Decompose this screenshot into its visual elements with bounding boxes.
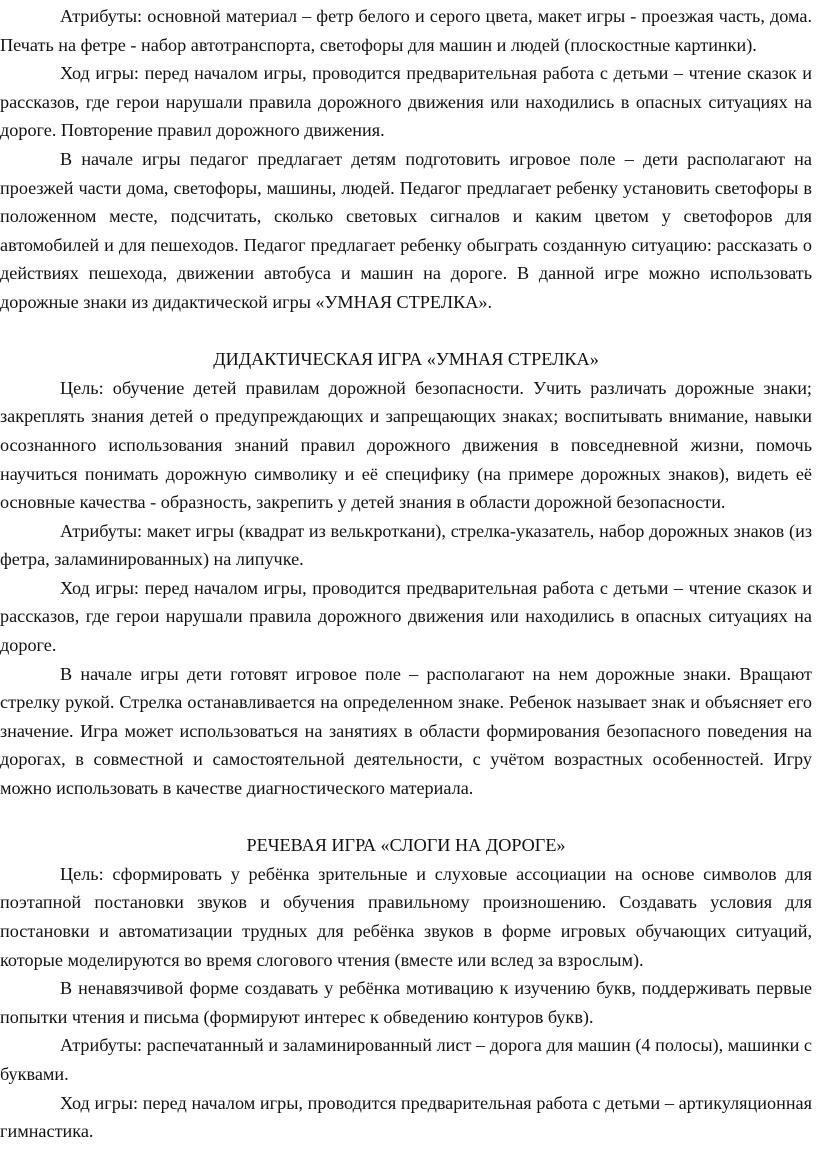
paragraph-gameplay-2: Ход игры: перед началом игры, проводится предварительная работа с детьми – чтение сказок и рассказов, где герои нарушали правила дорожного движения или находились в опасных ситуациях на дороге.: [0, 577, 812, 656]
heading-syllables-on-road: РЕЧЕВАЯ ИГРА «СЛОГИ НА ДОРОГЕ»: [246, 835, 566, 856]
paragraph-game-start-1: В начале игры педагог предлагает детям подготовить игровое поле – дети располагают на проезжей части дома, светофоры, машины, людей. Педагог предлагает ребенку установить светофоры в положенном месте, подсчитать, сколько световых сигналов и каким цветом у светофоров для автомобилей и для пешеходов. Педагог предлагает ребенку обыграть созданную ситуацию: рассказать о действиях пешехода, движении автобуса и машин на дороге. В данной игре можно использовать дорожные знаки из дидактической игры «УМНАЯ СТРЕЛКА».: [0, 148, 812, 312]
section-spacer: [0, 803, 812, 832]
paragraph-game-start-2: В начале игры дети готовят игровое поле – располагают на нем дорожные знаки. Вращают стрелку рукой. Стрелка останавливается на определенном знаке. Ребенок называет знак и объясняет его значение. Игра может использоваться на занятиях в области формирования безопасного поведения на дорогах, в совместной и самостоятельной деятельности, с учётом возрастных особенностей. Игру можно использовать в качестве диагностического материала.: [0, 663, 812, 799]
paragraph-gameplay-3: Ход игры: перед началом игры, проводится предварительная работа с детьми – артикуляционная гимнастика.: [0, 1092, 812, 1142]
paragraph-attributes-2: Атрибуты: макет игры (квадрат из велькроткани), стрелка-указатель, набор дорожных знаков (из фетра, заламинированных) на липучке.: [0, 520, 812, 570]
paragraph-motivation-3: В ненавязчивой форме создавать у ребёнка мотивацию к изучению букв, поддерживать первые попытки чтения и письма (формируют интерес к обведению контуров букв).: [0, 978, 812, 1027]
heading-smart-arrow: ДИДАКТИЧЕСКАЯ ИГРА «УМНАЯ СТРЕЛКА»: [213, 349, 599, 370]
paragraph-goal-2: Цель: обучение детей правилам дорожной безопасности. Учить различать дорожные знаки; закреплять знания детей о предупреждающих и запрещающих знаках; воспитывать внимание, навыки осознанного использования знаний правил дорожного движения в повседневной жизни, помочь научиться понимать дорожную символику и её специфику (на примере дорожных знаков), видеть её основные качества - образность, закрепить у детей знания в области дорожной безопасности.: [0, 377, 812, 513]
paragraph-attributes-1: Атрибуты: основной материал – фетр белого и серого цвета, макет игры - проезжая часть, дома. Печать на фетре - набор автотранспорта, светофоры для машин и людей (плоскостные картинки).: [0, 6, 812, 55]
paragraph-attributes-3: Атрибуты: распечатанный и заламинированный лист – дорога для машин (4 полосы), машинки с буквами.: [0, 1035, 812, 1084]
paragraph-gameplay-1: Ход игры: перед началом игры, проводится предварительная работа с детьми – чтение сказок и рассказов, где герои нарушали правила дорожного движения или находились в опасных ситуациях на дороге. Повторение правил дорожного движения.: [0, 63, 812, 141]
section-spacer: [0, 317, 812, 346]
paragraph-goal-3: Цель: сформировать у ребёнка зрительные и слуховые ассоциации на основе символов для поэтапной постановки звуков и обучения правильному произношению. Создавать условия для постановки и автоматизации трудных для ребёнка звуков в форме игровых обучающих ситуаций, которые моделируются во время слогового чтения (вместе или вслед за взрослым).: [0, 863, 812, 970]
